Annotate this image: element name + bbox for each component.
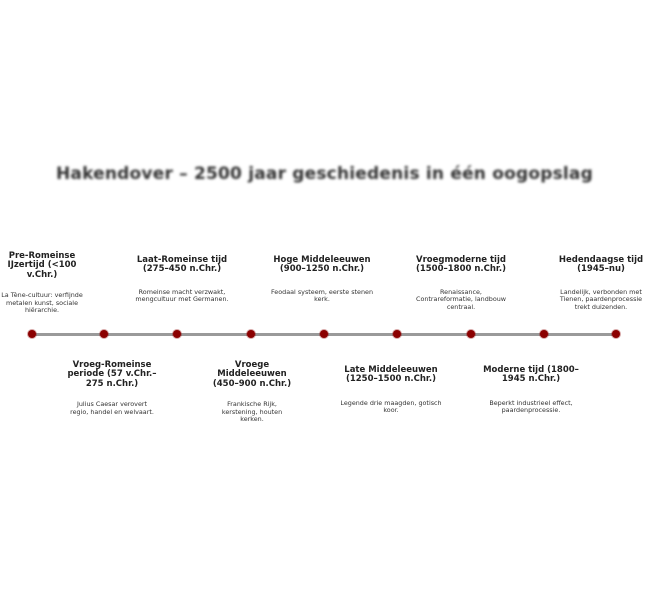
period-description: Renaissance, Contrareformatie, landbouw centraal. (415, 287, 507, 312)
period-label-laat-romeinse (127, 256, 237, 304)
period-description: Julius Caesar verovert regio, handel en welvaart. (70, 400, 154, 416)
period-name: Hoge Middeleeuwen (900–1250 n.Chr.) (273, 255, 371, 275)
period-label-pre-romeinse (1, 252, 83, 315)
period-name: Pre-Romeinse IJzertijd (<100 v.Chr.) (7, 251, 77, 280)
period-marker-5 (393, 330, 401, 338)
period-description: Legende drie maagden, gotisch koor. (340, 398, 442, 415)
period-description: Beperkt industrieel effect, paardenprocessie. (489, 398, 573, 415)
period-description: Romeinse macht verzwakt, mengcultuur met Germanen. (135, 287, 229, 304)
period-marker-7 (540, 330, 548, 338)
timeline-start-marker (28, 330, 36, 338)
period-name: Moderne tijd (1800–1945 n.Chr.) (483, 365, 579, 385)
period-name: Vroege Middeleeuwen (450–900 n.Chr.) (212, 360, 292, 389)
period-description: La Tène-cultuur: verfijnde metalen kunst, sociale hiërarchie. (1, 291, 83, 315)
period-label-moderne-tijd (481, 366, 581, 415)
period-description: Frankische Rijk, kerstening, houten kerken. (221, 400, 283, 424)
period-label-late-middeleeuwen (336, 366, 446, 415)
period-marker-4 (320, 330, 328, 338)
period-marker-1 (100, 330, 108, 338)
period-label-vroeg-romeinse (67, 361, 157, 416)
period-label-hedendaagse-tijd (556, 256, 646, 312)
period-description: Landelijk, verbonden met Tienen, paardenprocessie trekt duizenden. (559, 287, 643, 312)
period-name: Laat-Romeinse tijd (275–450 n.Chr.) (136, 255, 228, 275)
period-name: Vroegmoderne tijd (1500–1800 n.Chr.) (415, 255, 507, 275)
period-description: Feodaal systeem, eerste stenen kerk. (270, 287, 374, 304)
period-marker-3 (247, 330, 255, 338)
period-name: Hedendaagse tijd (1945–nu) (558, 255, 644, 275)
period-label-vroegmoderne-tijd (411, 256, 511, 312)
timeline-end-marker (612, 330, 620, 338)
diagram-title: Hakendover – 2500 jaar geschiedenis in één oogopslag (56, 164, 593, 184)
period-label-hoge-middeleeuwen (267, 256, 377, 304)
period-marker-6 (467, 330, 475, 338)
period-name: Vroeg-Romeinse periode (57 v.Chr.–275 n.Chr.) (67, 360, 157, 389)
period-name: Late Middeleeuwen (1250–1500 n.Chr.) (344, 365, 438, 385)
period-marker-2 (173, 330, 181, 338)
period-label-vroege-middeleeuwen (210, 361, 294, 424)
